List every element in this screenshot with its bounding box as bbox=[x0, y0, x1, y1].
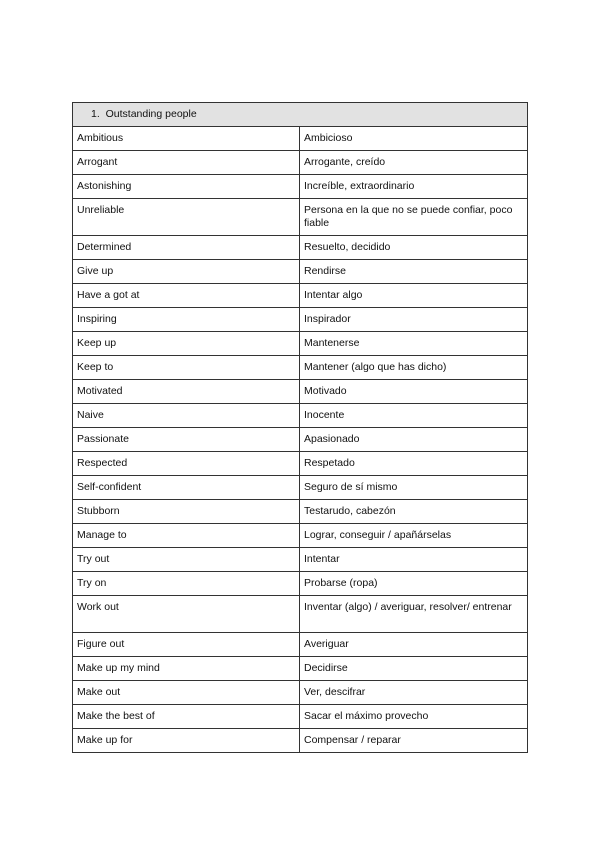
spanish-translation: Increíble, extraordinario bbox=[300, 175, 528, 199]
table-row bbox=[73, 127, 528, 151]
table-row bbox=[73, 476, 528, 500]
english-term: Self-confident bbox=[73, 476, 300, 500]
table-row bbox=[73, 729, 528, 753]
table-row bbox=[73, 199, 528, 236]
table-row bbox=[73, 633, 528, 657]
table-row bbox=[73, 548, 528, 572]
table-row bbox=[73, 380, 528, 404]
english-term: Manage to bbox=[73, 524, 300, 548]
spanish-translation: Compensar / reparar bbox=[300, 729, 528, 753]
spanish-translation: Resuelto, decidido bbox=[300, 236, 528, 260]
english-term: Inspiring bbox=[73, 308, 300, 332]
table-row bbox=[73, 236, 528, 260]
spanish-translation: Seguro de sí mismo bbox=[300, 476, 528, 500]
english-term: Try on bbox=[73, 572, 300, 596]
table-row bbox=[73, 332, 528, 356]
english-term: Astonishing bbox=[73, 175, 300, 199]
spanish-translation: Arrogante, creído bbox=[300, 151, 528, 175]
spanish-translation: Inocente bbox=[300, 404, 528, 428]
spanish-translation: Ambicioso bbox=[300, 127, 528, 151]
spanish-translation: Inventar (algo) / averiguar, resolver/ entrenar bbox=[300, 596, 528, 633]
table-row bbox=[73, 657, 528, 681]
table-row bbox=[73, 151, 528, 175]
english-term: Passionate bbox=[73, 428, 300, 452]
english-term: Naive bbox=[73, 404, 300, 428]
english-term: Make up my mind bbox=[73, 657, 300, 681]
spanish-translation: Sacar el máximo provecho bbox=[300, 705, 528, 729]
table-row bbox=[73, 572, 528, 596]
spanish-translation: Motivado bbox=[300, 380, 528, 404]
table-row bbox=[73, 356, 528, 380]
spanish-translation: Lograr, conseguir / apañárselas bbox=[300, 524, 528, 548]
table-row bbox=[73, 404, 528, 428]
spanish-translation: Apasionado bbox=[300, 428, 528, 452]
spanish-translation: Testarudo, cabezón bbox=[300, 500, 528, 524]
spanish-translation: Ver, descifrar bbox=[300, 681, 528, 705]
vocabulary-table bbox=[72, 102, 528, 753]
english-term: Motivated bbox=[73, 380, 300, 404]
spanish-translation: Respetado bbox=[300, 452, 528, 476]
english-term: Determined bbox=[73, 236, 300, 260]
spanish-translation: Inspirador bbox=[300, 308, 528, 332]
table-row bbox=[73, 596, 528, 633]
english-term: Make out bbox=[73, 681, 300, 705]
english-term: Work out bbox=[73, 596, 300, 633]
english-term: Respected bbox=[73, 452, 300, 476]
table-row bbox=[73, 175, 528, 199]
table-row bbox=[73, 524, 528, 548]
english-term: Arrogant bbox=[73, 151, 300, 175]
english-term: Unreliable bbox=[73, 199, 300, 236]
english-term: Try out bbox=[73, 548, 300, 572]
table-row bbox=[73, 260, 528, 284]
spanish-translation: Averiguar bbox=[300, 633, 528, 657]
english-term: Have a got at bbox=[73, 284, 300, 308]
english-term: Make up for bbox=[73, 729, 300, 753]
section-number: 1. bbox=[91, 108, 100, 120]
english-term: Keep up bbox=[73, 332, 300, 356]
table-row bbox=[73, 681, 528, 705]
spanish-translation: Persona en la que no se puede confiar, poco fiable bbox=[300, 199, 528, 236]
section-title: Outstanding people bbox=[105, 108, 197, 120]
english-term: Figure out bbox=[73, 633, 300, 657]
table-row bbox=[73, 452, 528, 476]
table-row bbox=[73, 705, 528, 729]
english-term: Give up bbox=[73, 260, 300, 284]
spanish-translation: Intentar bbox=[300, 548, 528, 572]
english-term: Stubborn bbox=[73, 500, 300, 524]
section-header-row bbox=[73, 103, 528, 127]
english-term: Make the best of bbox=[73, 705, 300, 729]
spanish-translation: Intentar algo bbox=[300, 284, 528, 308]
english-term: Ambitious bbox=[73, 127, 300, 151]
spanish-translation: Mantener (algo que has dicho) bbox=[300, 356, 528, 380]
english-term: Keep to bbox=[73, 356, 300, 380]
table-row bbox=[73, 428, 528, 452]
section-header bbox=[73, 103, 528, 127]
spanish-translation: Probarse (ropa) bbox=[300, 572, 528, 596]
spanish-translation: Rendirse bbox=[300, 260, 528, 284]
table-row bbox=[73, 500, 528, 524]
spanish-translation: Decidirse bbox=[300, 657, 528, 681]
table-row bbox=[73, 308, 528, 332]
spanish-translation: Mantenerse bbox=[300, 332, 528, 356]
table-row bbox=[73, 284, 528, 308]
